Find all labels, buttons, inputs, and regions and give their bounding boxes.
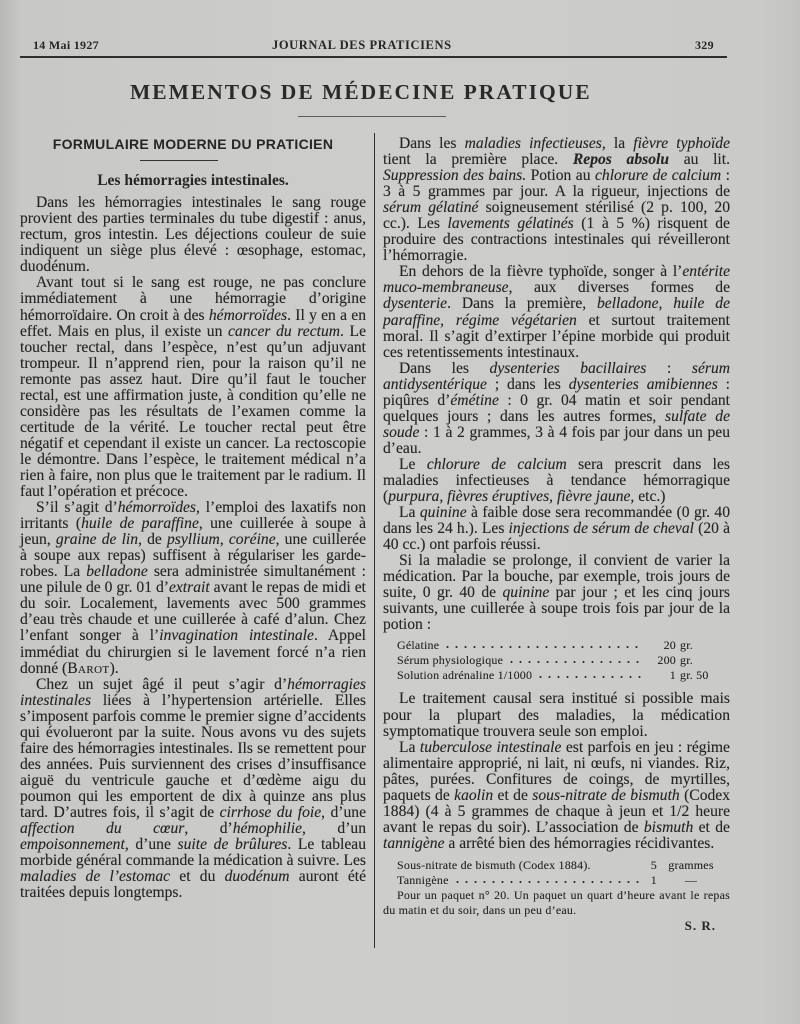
issue-date: 14 Mai 1927 (33, 38, 99, 52)
italic-run: tannigène (383, 834, 445, 852)
text-run: , une cuillerée à soupe à jeun, (20, 515, 366, 549)
text-run: S’il s’agit d’ (36, 499, 118, 517)
italic-run: lavements gélatinés (447, 215, 574, 233)
journal-name: JOURNAL DES PRATICIENS (272, 38, 452, 52)
text-run: (20 à 40 cc.) ont parfois réussi. (383, 520, 730, 554)
article-title: Les hémorragies intestinales. (97, 172, 289, 190)
italic-run: belladone, huile de paraffine, régime végétarien (383, 295, 730, 329)
text-run: est parfois en jeu : régime alimentaire approprié, ni lait, ni œufs, ni viandes. Riz, pâtes, purées. Confitures de coings, de myrtilles, paquets de (383, 738, 730, 804)
italic-run: sulfate de soude (383, 407, 730, 441)
text-run: soigneusement stérilisé (2 p. 100, 20 cc.). Les (383, 199, 731, 233)
ingredient-unit: gr. (680, 653, 693, 668)
paragraph (383, 136, 730, 264)
text-run: . Appel immédiat du chirurgien si le lavement forcé n’a rien donné ( (20, 627, 366, 677)
italic-run: huile de paraffine (81, 515, 199, 533)
small-caps-run: Barot (67, 659, 110, 677)
text-run: : (646, 359, 692, 377)
text-run: . Dans la première, (447, 295, 597, 313)
text-run: ). (109, 659, 119, 677)
ingredient-unit: grammes (668, 857, 714, 872)
text-run: (Codex 1884) (4 à 5 grammes de chaque à jeun et 1/2 heure avant le repas du soir). L’association de (383, 786, 731, 836)
right-body-top (383, 136, 730, 633)
italic-run: suite de brûlures (177, 836, 288, 854)
italic-run: hémorroïdes (208, 306, 288, 324)
text-run: , d’une (321, 803, 366, 821)
text-run: et de (493, 786, 533, 804)
italic-run: affection du cœur (20, 820, 185, 838)
paragraph (20, 500, 366, 677)
text-run: Dans les (399, 359, 490, 377)
italic-run: cirrhose du foie (219, 803, 322, 821)
italic-run: graine de lin (55, 531, 139, 549)
italic-run: invagination intestinale (159, 627, 314, 645)
text-run: En dehors de la fièvre typhoïde, songer à l’ (399, 263, 683, 281)
right-body-middle (383, 691, 730, 851)
dot-leader (453, 874, 639, 884)
italic-run: hémophilie (232, 820, 303, 838)
formula-potion (397, 638, 720, 683)
italic-run: sérum antidysentérique (383, 359, 731, 393)
text-run: Dans les hémorragies intestinales le sang rouge provient des parties terminales du tube digestif : anus, rectum, gros intestin. Les déjections couleur de suie indiquent un siège plus élevé : œsophage, estomac, duodénum. (20, 194, 366, 276)
paragraph (383, 740, 730, 852)
text-run: , l’emploi des laxatifs non irritants ( (20, 499, 366, 533)
italic-run: émétine (450, 391, 499, 409)
ingredient-unit: gr. 50 (680, 668, 709, 683)
ingredient-unit: gr. (680, 638, 693, 653)
column-divider (374, 133, 375, 948)
rubric-rule (140, 160, 218, 161)
dot-leader (443, 639, 642, 649)
paragraph (383, 691, 730, 739)
text-run: par jour ; et les cinq jours suivants, une cuillerée à soupe trois fois par jour de la potion : (383, 584, 730, 634)
ingredient-name: Gélatine (397, 638, 440, 653)
text-run: Le (399, 455, 427, 473)
formula-row (397, 873, 720, 888)
text-run: Le traitement causal sera institué si possible mais pour la plupart des maladies, la médication symptomatique trouvera seule son emploi. (383, 690, 730, 740)
italic-run: hémorragies intestinales (20, 675, 366, 709)
text-run: : 3 à 5 grammes par jour. A la rigueur, injections de (383, 167, 730, 201)
paragraph (383, 505, 730, 553)
italic-run: kaolin (454, 786, 494, 804)
italic-run: chlorure de calcium (595, 167, 722, 185)
ingredient-name: Sous-nitrate de bismuth (Codex 1884). (397, 857, 591, 872)
italic-run: dysenterie (383, 295, 448, 313)
text-run: et de (693, 818, 730, 836)
paragraph (20, 677, 366, 902)
text-run: , la (601, 135, 634, 152)
formula-row (397, 653, 720, 668)
text-run: , d’ (184, 820, 233, 838)
text-run: sera administrée simultanément : une pilule de 0 gr. 01 d’ (20, 563, 366, 597)
dosage-instructions: Pour un paquet n° 20. Un paquet un quart d’heure avant le repas du matin et du soir, dans un peu d’eau. (383, 887, 730, 917)
text-run: . Le toucher rectal, dans l’espèce, n’est qu’un adjuvant trompeur. Il n’apprend rien, pour la raison qu’il ne remonte pas assez haut. Dire qu’il faut le toucher rectal, est une affirmation juste, à condition qu’elle ne considère pas les résultats de l’examen comme la certitude de la vérité. Le toucher rectal peut être négatif et cependant il existe un cancer. La rectoscopie le démontre. Dans l’espèce, le traitement médical n’a rien à faire, non plus que le traitement par le radium. Il faut l’opération et précoce. (20, 322, 366, 501)
text-run: Potion au (526, 167, 595, 185)
italic-run: quinine (419, 504, 467, 522)
author-signature: S. R. (684, 917, 716, 933)
ingredient-name: Solution adrénaline 1/1000 (397, 668, 533, 683)
page-number: 329 (695, 38, 714, 52)
text-run: , d’un (302, 820, 366, 838)
italic-run: maladies infectieuses (464, 135, 602, 152)
italic-run: hémorroïdes (117, 499, 197, 517)
italic-run: maladies de l’estomac (20, 868, 171, 886)
rubric-heading: FORMULAIRE MODERNE DU PRATICIEN (52, 136, 334, 152)
text-run: Chez un sujet âgé il peut s’agir d’ (36, 675, 288, 693)
paragraph (383, 457, 730, 505)
italic-run: cancer du rectum (228, 322, 341, 340)
italic-run: duodénum (224, 868, 290, 886)
italic-run: purpura, fièvres éruptives, fièvre jaune, (388, 488, 635, 506)
ingredient-unit: — (684, 872, 698, 887)
text-run: . Le tableau morbide général commande la médication à suivre. Les (20, 836, 366, 870)
section-title: MEMENTOS DE MÉDECINE PRATIQUE (130, 80, 592, 104)
text-run: ; dans les (486, 375, 569, 393)
text-run: au lit. (669, 151, 731, 169)
text-run: , une cuillerée à soupe aux repas) suffisent à régulariser les garde-robes. La (20, 531, 366, 581)
paragraph (383, 264, 730, 360)
text-run: La (399, 738, 420, 756)
text-run: et du (170, 868, 225, 886)
formula-row (397, 638, 720, 653)
text-run: etc.) (634, 488, 666, 506)
ingredient-amount: 20 (663, 638, 676, 653)
left-column (20, 135, 366, 901)
ingredient-name: Tannigène (397, 872, 449, 887)
text-run: sera prescrit dans les maladies infectieuses à tendance hémorragique ( (383, 455, 730, 506)
italic-run: psyllium (166, 531, 220, 549)
text-run: , aux diverses formes de (508, 279, 730, 297)
text-run: a arrêté bien des hémorragies récidivantes. (444, 834, 715, 852)
italic-run: dysenteries amibiennes (568, 375, 718, 393)
italic-run: sérum gélatiné (383, 199, 479, 217)
text-run: Avant tout si le sang est rouge, ne pas conclure immédiatement à une hémorragie d’origine hémorroïdaire. On croit à des (20, 274, 366, 324)
paragraph (20, 195, 366, 275)
text-run: Dans les (399, 135, 465, 152)
text-run: auront été traitées depuis longtemps. (20, 868, 367, 902)
text-run: La (399, 504, 420, 522)
formula-row (397, 858, 720, 873)
text-run: , (219, 531, 229, 549)
italic-run: quinine (502, 584, 550, 602)
italic-run: sous-nitrate de bismuth (532, 786, 680, 804)
text-run: , d’une (124, 836, 178, 854)
italic-run: belladone (86, 563, 148, 581)
left-body (20, 195, 366, 901)
italic-run: coréine (228, 531, 276, 549)
italic-run: empoisonnement (20, 836, 125, 854)
italic-run: Suppression des bains. (383, 167, 527, 185)
paragraph (383, 361, 730, 457)
text-run: tient la première place. (383, 151, 573, 169)
text-run: : piqûres d’ (383, 375, 730, 409)
header-rule (20, 56, 727, 58)
text-run: : 1 à 2 grammes, 3 à 4 fois par jour dans un peu d’eau. (383, 423, 730, 457)
text-run: et surtout traitement moral. Il s’agit d’extirper l’épine morbide qui produit ces retentissements intestinaux. (383, 311, 730, 361)
bold-italic-run: Repos absolu (572, 151, 670, 169)
ingredient-amount: 1 (669, 668, 676, 683)
paragraph (20, 275, 366, 500)
italic-run: fièvre typhoïde (633, 135, 730, 152)
text-run: Si la maladie se prolonge, il convient de varier la médication. Par la bouche, par exemple, trois jours de suite, 0 gr. 40 de (383, 552, 730, 602)
text-run: à faible dose sera recommandée (0 gr. 40 dans les 24 h.). Les (383, 504, 730, 538)
italic-run: entérite muco-membraneuse (383, 263, 730, 297)
text-run: . Il y en a en effet. Mais en plus, il existe un (20, 306, 366, 340)
ingredient-amount: 1 (650, 872, 657, 887)
title-rule (298, 116, 446, 117)
ingredient-amount: 200 (657, 653, 676, 668)
text-run: , de (138, 531, 167, 549)
ingredient-amount: 5 (650, 857, 657, 872)
italic-run: tuberculose intestinale (419, 738, 562, 756)
paragraph (383, 553, 730, 633)
dot-leader (507, 654, 642, 664)
italic-run: bismuth (643, 818, 694, 836)
italic-run: dysenteries bacillaires (489, 359, 647, 377)
italic-run: injections de sérum de cheval (508, 520, 694, 538)
formula-row (397, 668, 720, 683)
formula-powder (397, 858, 720, 888)
italic-run: chlorure de calcium (426, 455, 567, 473)
right-column (383, 136, 730, 934)
text-run: avant le repas de midi et du soir. Localement, lavements avec 500 grammes d’eau très chaude et une cuillerée à café d’alun. Chez l’enfant songer à l’ (20, 579, 366, 645)
ingredient-name: Sérum physiologique (397, 653, 504, 668)
italic-run: extrait (168, 579, 210, 597)
text-run: (1 à 5 %) risquent de produire des contractions intestinales qui réveilleront l’hémorragie. (383, 215, 730, 265)
text-run: : 0 gr. 04 matin et soir pendant quelques jours ; dans les autres formes, (383, 391, 731, 425)
text-run: liées à l’hypertension artérielle. Elles s’imposent parfois comme le premier signe d’accidents qui évolueront par la suite. Nous avons vu des sujets faire des hémorragies intestinales. Ils se remettent pour des années. Puis surviennent des crises d’insuffisance aiguë du ventricule gauche et d’œdème aigu du poumon qui les emportent de dix à quinze ans plus tard. D’autres fois, il s’agit de (20, 691, 366, 821)
dot-leader (536, 669, 642, 679)
